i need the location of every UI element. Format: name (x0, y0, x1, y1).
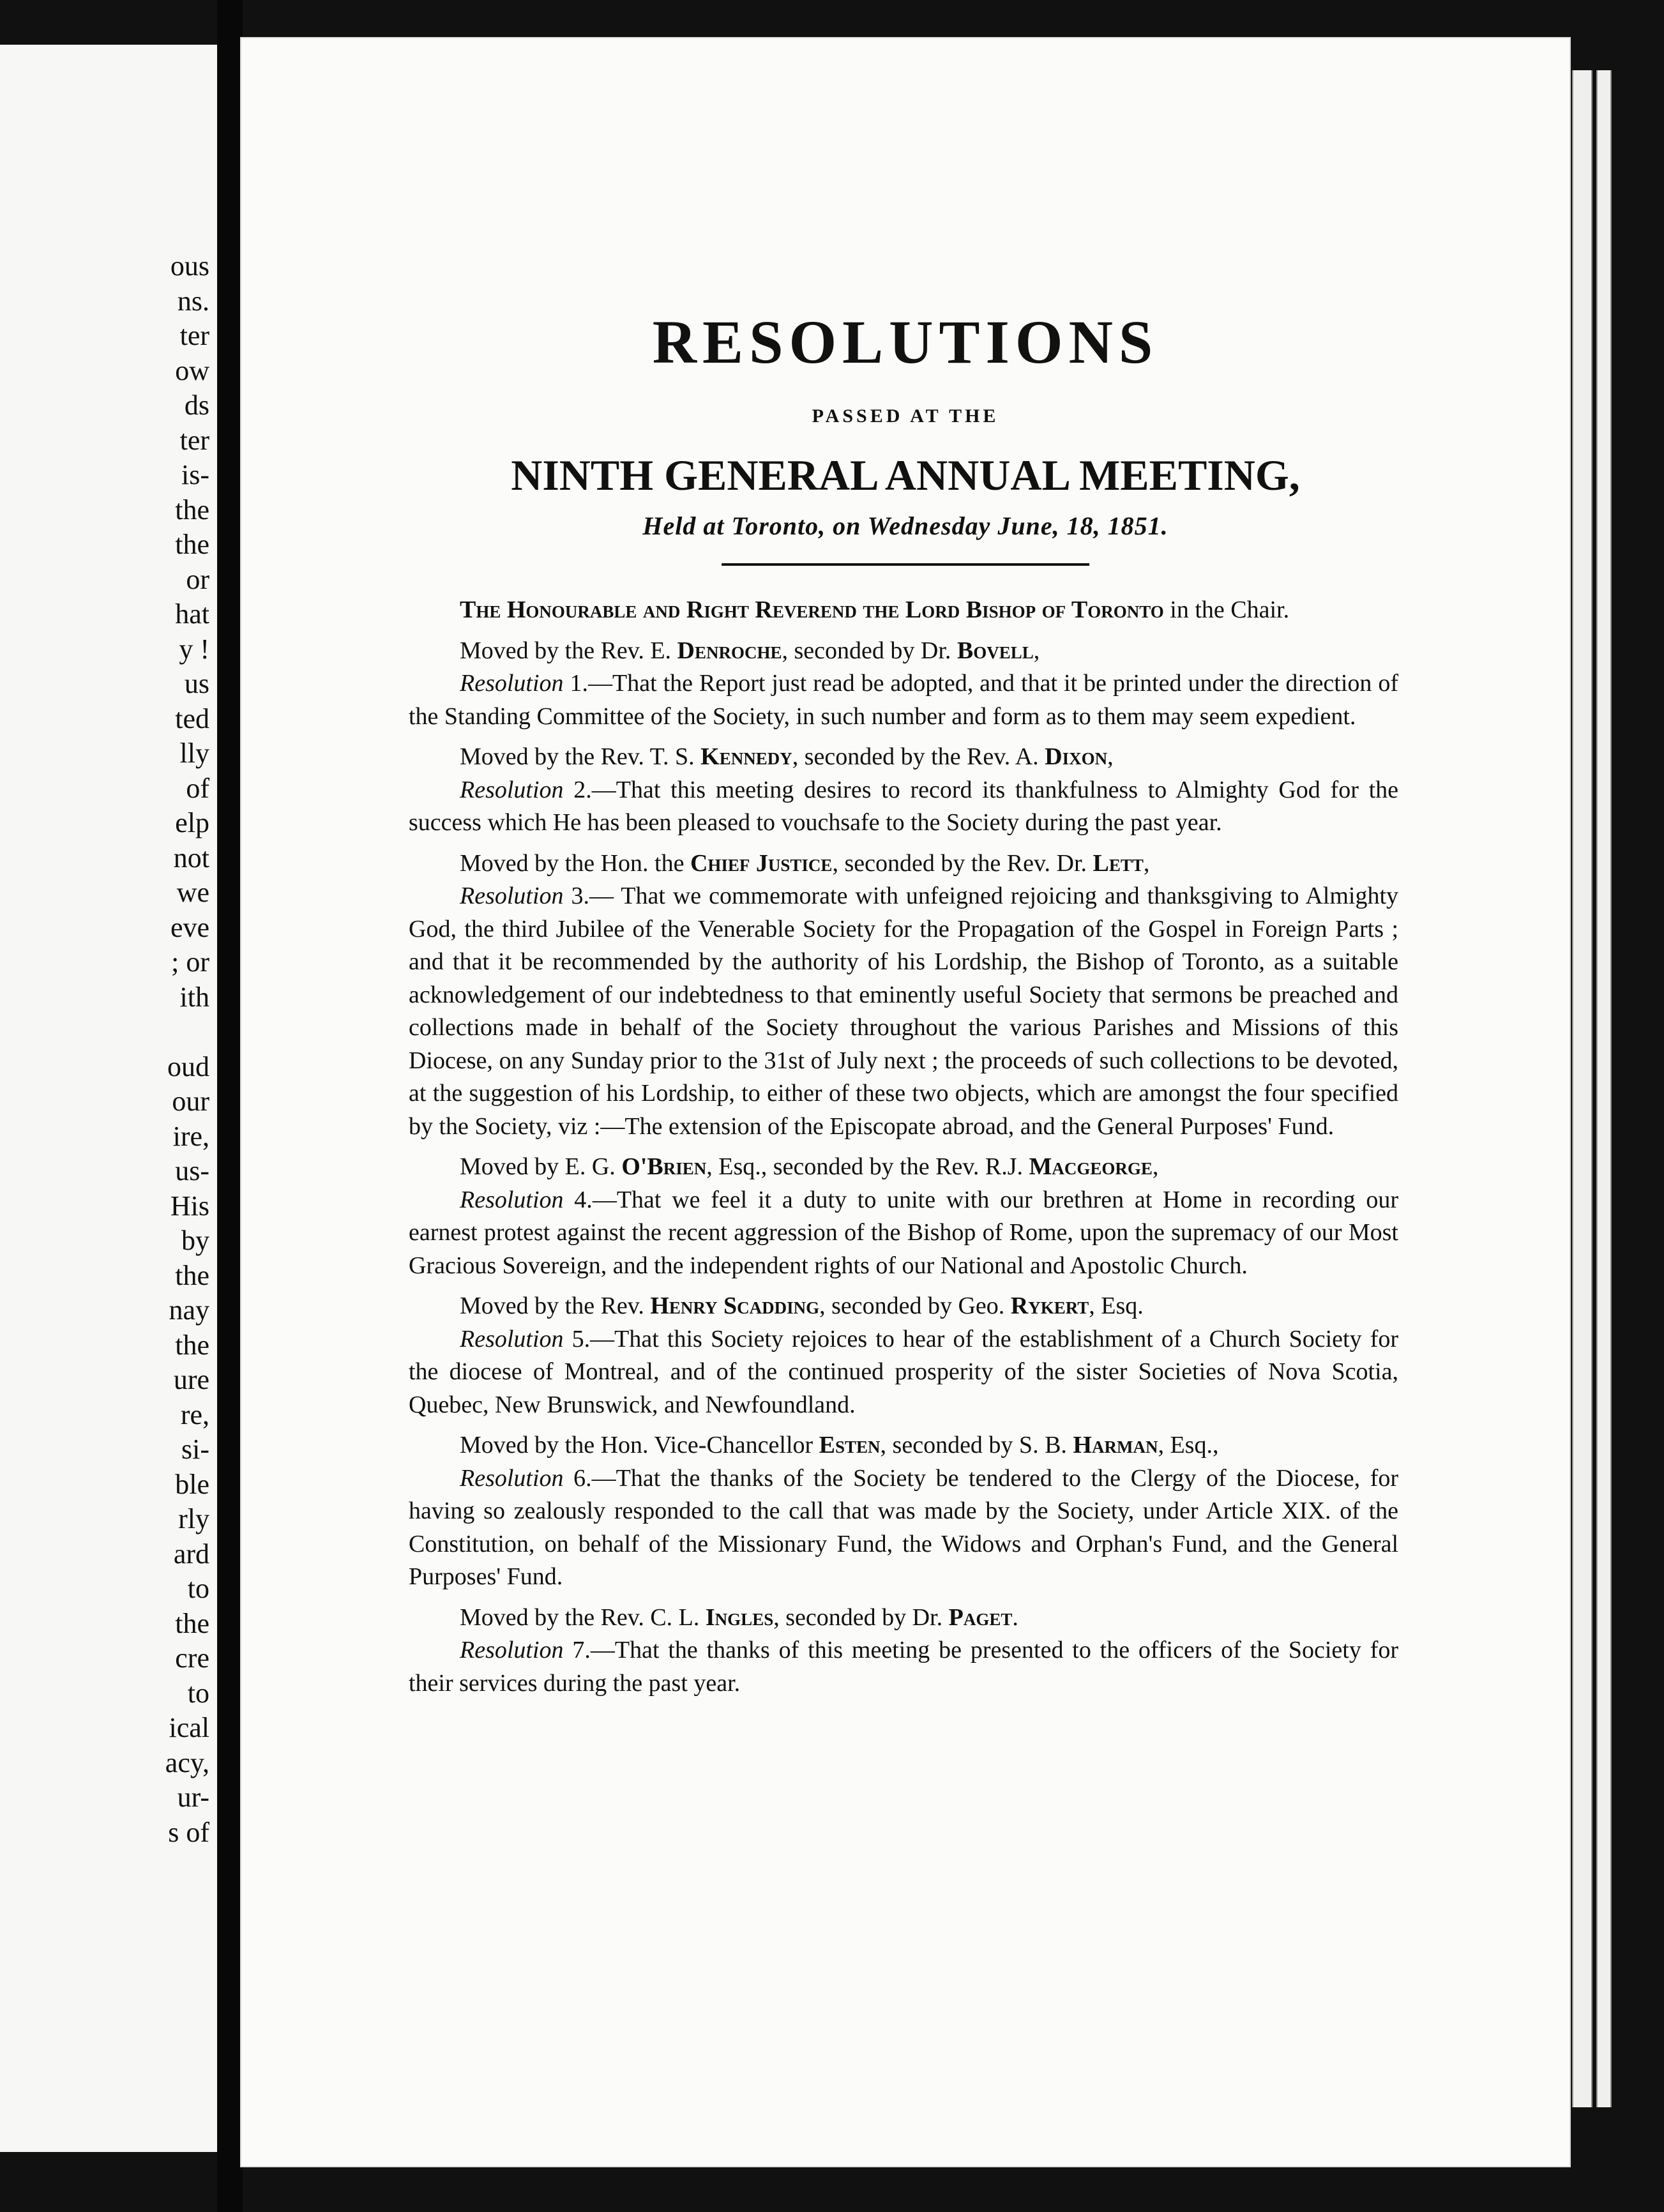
mover-name: Ingles (705, 1603, 774, 1631)
resolutions-body (409, 594, 1398, 1708)
resolution-label: Resolution (460, 776, 564, 803)
page-stack-edge-2 (1596, 70, 1612, 2107)
left-page-fragment: elp (175, 807, 209, 838)
resolution-text (409, 667, 1398, 733)
left-page-fragment: ical (169, 1712, 209, 1743)
seconder-name: Lett (1093, 849, 1144, 877)
seconder-name: Bovell (957, 637, 1034, 664)
resolution-text (409, 880, 1398, 1143)
mover-name: O'Brien (621, 1153, 707, 1180)
seconder-prefix: , Esq., seconded by the Rev. R.J. (706, 1153, 1023, 1180)
mover-name: Esten (819, 1432, 881, 1458)
mover-name: Chief Justice (690, 849, 833, 877)
mover-end: , Esq. (1089, 1292, 1144, 1319)
page-title: RESOLUTIONS (652, 308, 1159, 376)
resolution-body: —That this Society rejoices to hear of the establishment of a Church Society for the diocese of Montreal, and of the continued prosperity of the sister Societies of Nova Scotia, Quebec, New Brunswick, and Newfoundland. (409, 1325, 1399, 1418)
left-page-fragment: us (184, 668, 209, 699)
resolution-mover (409, 741, 1398, 774)
left-page-fragment: ous (170, 250, 209, 282)
left-page-fragment: ter (179, 424, 209, 456)
resolution-mover (409, 635, 1398, 668)
resolution-label: Resolution (460, 670, 564, 697)
resolution-mover (409, 1429, 1398, 1462)
left-page-fragment: y ! (179, 633, 209, 665)
resolution-text (409, 1634, 1398, 1700)
mover-end: , (1152, 1153, 1159, 1180)
mover-name: Denroche (677, 637, 782, 664)
seconder-name: Rykert (1010, 1292, 1089, 1319)
resolution-text (409, 1184, 1398, 1283)
left-page-fragment: ire, (172, 1120, 209, 1152)
left-page-fragment: hat (175, 598, 209, 630)
left-page-fragment: cre (175, 1642, 209, 1674)
seconder-prefix: , seconded by the Rev. A. (792, 743, 1039, 770)
resolution-mover (409, 1151, 1398, 1184)
meeting-heading: NINTH GENERAL ANNUAL MEETING, (511, 451, 1300, 499)
left-page-fragment: ard (173, 1538, 209, 1570)
mover-end: , (1107, 743, 1114, 770)
resolution-mover (409, 1290, 1398, 1323)
resolution-text (409, 774, 1398, 840)
resolution-number: 1. (563, 670, 589, 697)
mover-prefix: Moved by the Rev. C. L. (460, 1603, 700, 1631)
resolution-body: —That we feel it a duty to unite with our brethren at Home in recording our earnest protest against the recent aggression of the Bishop of Rome, upon the supremacy of our Most Gracious Sovereign, and the independent rights of our National and Apostolic Church. (409, 1186, 1398, 1279)
left-page-fragment: si- (181, 1434, 209, 1465)
left-page-fragment: rly (178, 1503, 209, 1534)
resolution-number: 7. (563, 1637, 591, 1663)
left-page-fragment: lly (179, 738, 209, 769)
mover-prefix: Moved by the Rev. E. (460, 637, 672, 664)
mover-prefix: Moved by the Rev. T. S. (460, 743, 695, 770)
left-page-fragment: the (175, 1329, 209, 1361)
seconder-name: Paget (948, 1603, 1013, 1631)
left-page-fragment: oud (167, 1050, 209, 1082)
mover-name: Henry Scadding (650, 1292, 820, 1319)
left-page-fragment: His (170, 1190, 209, 1222)
seconder-prefix: , seconded by Dr. (773, 1603, 943, 1631)
seconder-name: Dixon (1045, 743, 1108, 770)
resolution-body: —That the thanks of the Society be tendered to the Clergy of the Diocese, for having so zealously responded to the call that was made by the Society, under Article XIX. of the Constitution, on behalf of the Missionary Fund, the Widows and Orphan's Fund, and the General Purposes' Fund. (409, 1464, 1399, 1590)
left-page-fragment: we (176, 877, 209, 908)
seconder-name: Macgeorge (1029, 1153, 1153, 1180)
left-page-fragment: ow (175, 354, 209, 386)
page-stack-edge (1572, 70, 1592, 2107)
heading-rule (722, 563, 1089, 566)
resolution-mover (409, 1602, 1398, 1635)
resolution-body: — That we commemorate with unfeigned rejoicing and thanksgiving to Almighty God, the third Jubilee of the Venerable Society for the Propagation of the Gospel in Foreign Parts ; and that it be recommended by the authority of his Lordship, the Bishop of Toronto, as a suitable acknowledgement of our indebtedness to that eminently useful Society that sermons be preached and collections made in behalf of the Society throughout the various Parishes and Missions of this Diocese, on any Sunday prior to the 31st of July next ; the proceeds of such collections to be devoted, at the suggestion of his Lordship, to either of these two objects, which are amongst the four specified by the Society, viz :—The extension of the Episcopate abroad, and the General Purposes' Fund. (409, 883, 1398, 1140)
left-page-fragment: ble (175, 1468, 209, 1500)
subtitle-passed: PASSED AT THE (812, 405, 999, 427)
left-page-fragment: our (172, 1086, 209, 1117)
left-page-fragment: ur- (177, 1782, 209, 1813)
left-page-fragment: not (173, 842, 209, 874)
resolution-number: 2. (563, 776, 592, 803)
seconder-prefix: , seconded by S. B. (880, 1432, 1067, 1458)
resolution-text (409, 1462, 1398, 1594)
mover-end: , (1033, 637, 1040, 664)
left-page-fragment: re, (180, 1398, 209, 1430)
mover-end: , (1143, 849, 1150, 877)
left-page-fragment: ted (175, 702, 209, 734)
left-page-fragment: eve (170, 911, 209, 943)
left-page-fragment: ; or (171, 946, 209, 978)
resolution-label: Resolution (460, 1325, 564, 1352)
mover-end: , Esq., (1158, 1432, 1219, 1458)
left-page-fragment: is- (181, 459, 209, 490)
resolution-label: Resolution (460, 1637, 564, 1663)
left-page-fragment: ns. (177, 285, 209, 317)
left-page-fragment: s of (168, 1816, 209, 1848)
seconder-prefix: , seconded by the Rev. Dr. (832, 849, 1087, 877)
resolution-number: 4. (563, 1186, 593, 1213)
resolution-number: 3. (563, 883, 589, 909)
left-page-fragment: us- (175, 1155, 209, 1186)
left-page-fragment: to (187, 1677, 209, 1709)
document-page (241, 38, 1569, 2166)
resolution-body: —That the Report just read be adopted, and that it be printed under the direction of the Standing Committee of the Society, in such number and form as to them may seem expedient. (409, 670, 1398, 730)
left-page-fragment: ds (184, 390, 209, 421)
left-page-edge (0, 45, 217, 2152)
chair-line (409, 594, 1398, 627)
meeting-date: Held at Toronto, on Wednesday June, 18, 1851. (642, 511, 1169, 540)
seconder-prefix: , seconded by Dr. (782, 637, 951, 664)
left-page-fragment: to (187, 1573, 209, 1604)
resolution-number: 5. (563, 1325, 591, 1352)
left-page-fragment: the (175, 1607, 209, 1639)
mover-name: Kennedy (700, 743, 792, 770)
resolution-number: 6. (563, 1464, 592, 1492)
left-page-fragment: by (181, 1225, 209, 1256)
resolution-label: Resolution (460, 1186, 564, 1213)
mover-end: . (1012, 1603, 1018, 1631)
seconder-name: Harman (1073, 1432, 1158, 1458)
mover-prefix: Moved by the Hon. the (460, 849, 685, 877)
book-gutter (217, 0, 243, 2212)
left-page-fragment: the (175, 494, 209, 526)
chair-honour: The Honourable and Right Reverend the Lord Bishop of Toronto (460, 596, 1164, 623)
left-page-fragment: ure (173, 1364, 209, 1395)
mover-prefix: Moved by the Rev. (460, 1292, 644, 1319)
left-page-fragment: ter (179, 320, 209, 351)
left-page-fragment: nay (169, 1294, 209, 1326)
resolution-label: Resolution (460, 1464, 564, 1492)
chair-rest: in the Chair. (1170, 596, 1290, 623)
left-page-fragment: ith (179, 981, 209, 1013)
mover-prefix: Moved by E. G. (460, 1153, 616, 1180)
mover-prefix: Moved by the Hon. Vice-Chancellor (460, 1432, 813, 1458)
resolution-body: —That the thanks of this meeting be presented to the officers of the Society for their services during the past year. (409, 1637, 1399, 1697)
resolution-body: —That this meeting desires to record its thankfulness to Almighty God for the success which He has been pleased to vouchsafe to the Society during the past year. (409, 776, 1399, 836)
left-page-fragment: of (186, 772, 209, 804)
left-page-fragment: acy, (165, 1746, 209, 1778)
left-page-fragment: the (175, 529, 209, 560)
left-page-fragment: or (186, 563, 209, 595)
resolution-list (409, 635, 1398, 1701)
resolution-text (409, 1323, 1398, 1422)
seconder-prefix: , seconded by Geo. (819, 1292, 1005, 1319)
resolution-label: Resolution (460, 883, 564, 909)
resolution-mover (409, 847, 1398, 881)
left-page-fragment: the (175, 1259, 209, 1291)
